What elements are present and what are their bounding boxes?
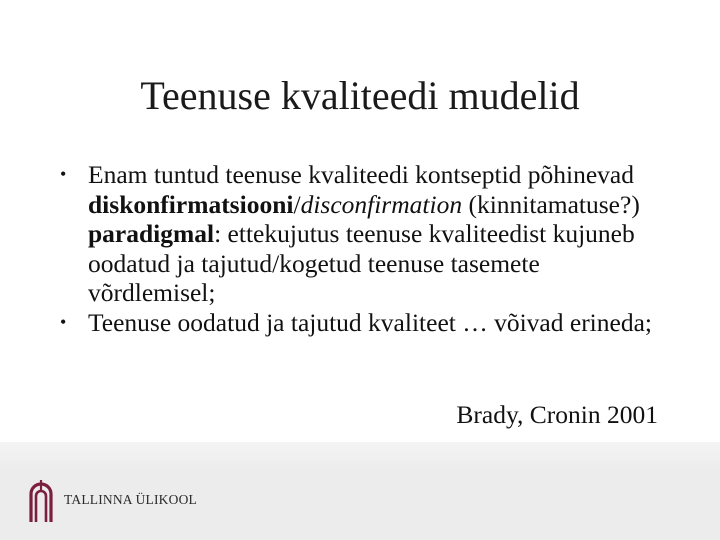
- bullet-marker: •: [60, 164, 67, 184]
- bullet-text-bold: diskonfirmatsiooni: [88, 189, 294, 219]
- tallinn-university-logo-icon: [28, 478, 54, 522]
- citation: Brady, Cronin 2001: [456, 400, 658, 429]
- bullet-text-segment: (kinnitamatuse?): [462, 189, 640, 219]
- bullet-list: [60, 160, 670, 337]
- bullet-item: [60, 308, 670, 338]
- bullet-text-segment: Enam tuntud teenuse kvaliteedi kontseptid põhinevad: [88, 160, 634, 189]
- bullet-text-bold: paradigmal: [88, 219, 215, 248]
- bullet-marker: •: [60, 311, 67, 332]
- logo-text: TALLINNA ÜLIKOOL: [64, 492, 197, 507]
- bullet-text-segment: : ettekujutus teenuse kvaliteedist kujuneb oodatud ja tajutud/kogetud teenuse tasemete võrdlemisel;: [88, 219, 635, 307]
- bullet-text-segment: Teenuse oodatud ja tajutud kvaliteet … võivad erineda;: [88, 307, 652, 337]
- university-logo: [28, 476, 197, 524]
- bullet-item: [60, 160, 670, 308]
- slide-title: Teenuse kvaliteedi mudelid: [140, 73, 580, 118]
- bullet-text-italic: disconfirmation: [300, 189, 463, 219]
- bullet-text-segment: /: [293, 189, 301, 219]
